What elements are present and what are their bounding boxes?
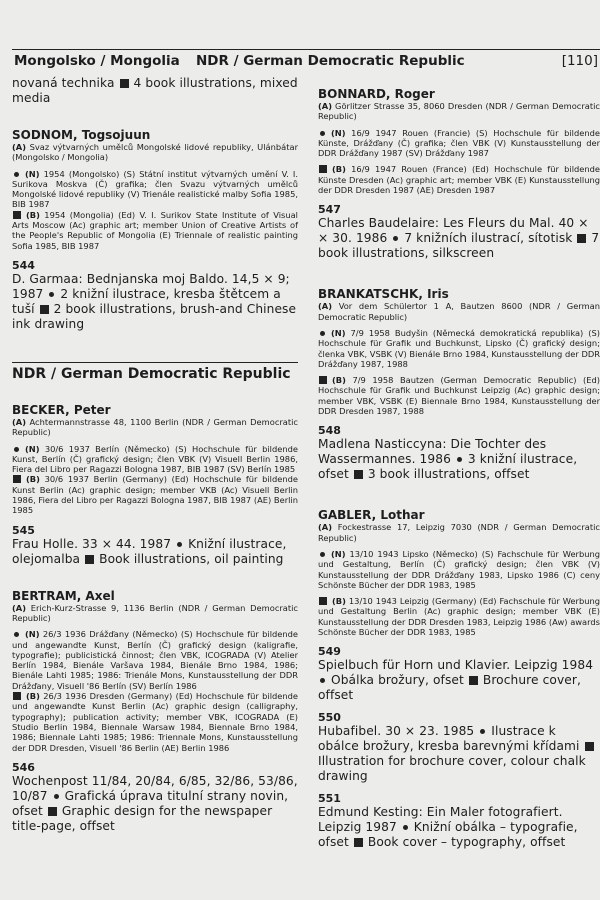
entry-text-cz: novaná technika	[12, 76, 115, 90]
bullet-icon	[480, 729, 485, 734]
bullet-icon	[177, 542, 182, 547]
square-marker-icon	[319, 597, 327, 605]
bullet-icon	[14, 632, 19, 637]
entry-text-cz: 7 knižních ilustrací, sítotisk	[404, 231, 573, 246]
entry-description	[318, 805, 600, 850]
address-text: Erich-Kurz-Strasse 9, 1136 Berlin (NDR / German Democratic Republic)	[12, 602, 298, 623]
entry-number: 546	[12, 760, 35, 774]
entry-description	[12, 272, 298, 332]
bio-text: 30/6 1937 Berlín (Německo) (S) Hochschule für bildende Kunst, Berlín (Č) grafický design; člen VBK (V) Visuell Berlin 1986, Fiera del Libro per Ragazzi Bologna 1987, BIB 1987 (SV) Berlín 1985	[12, 443, 298, 475]
section-heading: NDR / German Democratic Republic	[12, 362, 298, 383]
entry-description	[12, 774, 298, 834]
bio-text: 13/10 1943 Leipzig (Germany) (Ed) Fachschule für Werbung und Gestaltung Berlin (Ac) graphic design; member VBK (E) Kunstausstellung der DDR Dresden 1983, Leipzig 1986 (Aw) awards Schönste Bücher der DDR 1983, 1985	[318, 596, 600, 638]
bullet-icon	[14, 447, 19, 452]
bio-text: 30/6 1937 Berlin (Germany) (Ed) Hochschule für bildende Kunst Berlin (Ac) graphic design; member VKB (Ac) Visuell Berlin 1986, Fiera del Libro per Ragazzi Bologna 1987, BIB 1987 (AE) Berlin 1985	[12, 474, 298, 516]
artist-address: (A) Vor dem Schülertor 1 A, Bautzen 8600 (NDR / German Democratic Republic)	[318, 301, 600, 322]
entry-text-en: 4 book illustrations, mixed media	[12, 76, 298, 105]
square-marker-icon	[354, 838, 363, 847]
entry-text-cz: Obálka brožury, ofset	[331, 673, 464, 688]
bio-text: 16/9 1947 Rouen (France) (Ed) Hochschule für bildende Künste Dresden (Ac) graphic art; member VBK (E) Kunstausstellung der DDR Dresden 1987 (AE) Dresden 1987	[318, 164, 600, 196]
entry-description	[318, 724, 600, 784]
entry-number: 551	[318, 792, 341, 806]
bullet-icon	[457, 457, 462, 462]
bio-english: (B) 30/6 1937 Berlin (Germany) (Ed) Hochschule für bildende Kunst Berlin (Ac) graphic design; member VKB (Ac) Visuell Berlin 1986, Fiera del Libro per Ragazzi Bologna 1987, BIB 1987 (AE) Berlin 1985	[12, 474, 298, 516]
square-marker-icon	[13, 692, 21, 700]
bio-english: (B) 1954 (Mongolia) (Ed) V. I. Surikov State Institute of Visual Arts Moscow (Ac) graphic art; member Union of Creative Artists of the People's Republic of Mongolia (E) Triennale of realistic painting Sofia 1985, BIB 1987	[12, 209, 298, 251]
entry-number: 544	[12, 258, 35, 272]
artist-name: BONNARD, Roger	[318, 87, 435, 101]
entry-title: Spielbuch für Horn und Klavier. Leipzig 1984	[318, 658, 594, 673]
bio-english: (B) 16/9 1947 Rouen (France) (Ed) Hochschule für bildende Künste Dresden (Ac) graphic art; member VBK (E) Kunstausstellung der DDR Dresden 1987 (AE) Dresden 1987	[318, 164, 600, 196]
square-marker-icon	[577, 234, 586, 243]
header-middle-country: NDR / German Democratic Republic	[196, 53, 465, 69]
running-header	[12, 49, 600, 74]
entry-number: 550	[318, 711, 341, 725]
entry-text-cz: 3 knižní ilustrace, ofset	[318, 452, 578, 482]
bio-czech: (N) 7/9 1958 Budyšin (Německá demokratická republika) (S) Hochschule für Grafik und Buchkunst, Lipsko (Č) grafický design; členka VBK, VSBK (V) Bienále Brno 1984, Kunstausstellung der DDR Drážďany 1987, 1988	[318, 327, 600, 369]
bio-text: 1954 (Mongolsko) (S) Státní institut výtvarných umění V. I. Surikova Moskva (Č) grafika; člen Svazu výtvarných umělců Mongolské lidové republiky (V) Trienále realistické malby Sofia 1985, BIB 1987	[12, 168, 299, 210]
header-left-country: Mongolsko / Mongolia	[14, 53, 180, 69]
bio-english: (B) 26/3 1936 Dresden (Germany) (Ed) Hochschule für bildende und angewandte Kunst Berlin (Ac) graphic design (calligraphy, typography); publication activity; member VBK, ICOGRADA (E) Studio Berlin 1984, Biennale Warsaw 1984, Biennale Brno 1984, 1986; Biennale Lahti 1985; 1986: Triennale Mons, Kunstausstellung der DDR Dresden, Visuell '86 Berlin (AE) Berlin 1986	[12, 691, 299, 753]
artist-brankatschk	[318, 287, 600, 482]
entry-title: Frau Holle. 33 × 44. 1987	[12, 536, 172, 551]
address-text: Fockestrasse 17, Leipzig 7030 (NDR / German Democratic Republic)	[318, 522, 600, 543]
artist-name: GABLER, Lothar	[318, 508, 425, 523]
artist-sodnom	[12, 128, 298, 332]
bullet-icon	[320, 678, 325, 683]
bio-text: 7/9 1958 Budyšin (Německá demokratická republika) (S) Hochschule für Grafik und Buchkunst, Lipsko (Č) grafický design; členka VBK, VSBK (V) Bienále Brno 1984, Kunstausstellung der DDR Drážďany 1987, 1988	[318, 327, 600, 369]
address-text: Vor dem Schülertor 1 A, Bautzen 8600 (NDR / German Democratic Republic)	[318, 301, 600, 322]
entry-description	[318, 216, 600, 261]
square-marker-icon	[85, 555, 94, 564]
entry-number: 548	[318, 424, 341, 438]
artist-name: BERTRAM, Axel	[12, 588, 115, 603]
entry-number: 547	[318, 203, 341, 217]
artist-address: (A) Fockestrasse 17, Leipzig 7030 (NDR / German Democratic Republic)	[318, 522, 600, 543]
artist-name: BECKER, Peter	[12, 402, 111, 417]
artist-becker	[12, 403, 298, 567]
square-marker-icon	[48, 807, 57, 816]
artist-bertram	[12, 589, 298, 834]
square-marker-icon	[13, 211, 21, 219]
left-column	[12, 76, 298, 834]
bio-czech: (N) 13/10 1943 Lipsko (Německo) (S) Fachschule für Werbung und Gestaltung, Berlín (Č) grafický design; člen VBK (V) Kunstausstellung der DDR Drážďany 1983, Lipsko 1986 (C) ceny Schönste Bücher der DDR 1983, 1985	[318, 548, 600, 590]
entry-title: Edmund Kesting: Ein Maler fotografiert. Leipzig 1987	[318, 805, 563, 835]
entry-text-en: Illustration for brochure cover, colour chalk drawing	[318, 754, 586, 784]
entry-title: Madlena Nasticcyna: Die Tochter des Wassermannes. 1986	[318, 437, 547, 467]
entry-number: 545	[12, 523, 35, 537]
square-marker-icon	[469, 676, 478, 685]
entry-text-cz: Knižní obálka – typografie, ofset	[318, 820, 578, 850]
entry-text-en: 3 book illustrations, offset	[367, 467, 530, 482]
square-marker-icon	[354, 470, 363, 479]
bio-english: (B) 13/10 1943 Leipzig (Germany) (Ed) Fachschule für Werbung und Gestaltung Berlin (Ac) graphic design; member VBK (E) Kunstausstellung der DDR Dresden 1983, Leipzig 1986 (Aw) awards Schönste Bücher der DDR 1983, 1985	[318, 596, 600, 638]
entry-text-cz: Ilustrace k obálce brožury, kresba barevnými křídami	[318, 724, 580, 754]
entry-text-cz: Grafická úprava titulní strany novin, ofset	[12, 788, 289, 818]
bio-text: 16/9 1947 Rouen (Francie) (S) Hochschule für bildende Künste, Drážďany (Č) grafika; člen VBK (V) Kunstausstellung der DDR Drážďany 1987 (SV) Drážďany 1987	[318, 127, 600, 159]
entry-text-en: Book illustrations, oil painting	[99, 551, 284, 566]
bio-czech: (N) 30/6 1937 Berlín (Německo) (S) Hochschule für bildende Kunst, Berlín (Č) grafický design; člen VBK (V) Visuell Berlin 1986, Fiera del Libro per Ragazzi Bologna 1987, BIB 1987 (SV) Berlín 1985	[12, 443, 298, 475]
entry-title: Hubafibel. 30 × 23. 1985	[318, 724, 475, 739]
address-text: Svaz výtvarných umělců Mongolské lidové republiky, Ulánbátar (Mongolsko / Mongolia)	[12, 142, 298, 163]
square-marker-icon	[585, 742, 594, 751]
bio-text: 1954 (Mongolia) (Ed) V. I. Surikov State Institute of Visual Arts Moscow (Ac) graphic art; member Union of Creative Artists of the People's Republic of Mongolia (E) Triennale of realistic painting Sofia 1985, BIB 1987	[12, 209, 298, 251]
bullet-icon	[14, 172, 19, 177]
entry-text-en: Brochure cover, offset	[318, 673, 581, 703]
bio-text: 7/9 1958 Bautzen (German Democratic Republic) (Ed) Hochschule für Grafik und Buchkunst Leipzig (Ac) graphic design; member VBK, VSBK (E) Biennale Brno 1984, Kunstausstellung der DDR Dresden 1987, 1988	[318, 375, 600, 417]
artist-name: BRANKATSCHK, Iris	[318, 287, 449, 302]
entry-title: D. Garmaa: Bednjanska moj Baldo. 14,5 × 9; 1987	[12, 271, 290, 301]
entry-text-en: 2 book illustrations, brush-and Chinese ink drawing	[12, 301, 297, 331]
bullet-icon	[393, 236, 398, 241]
bio-text: 26/3 1936 Dresden (Germany) (Ed) Hochschule für bildende und angewandte Kunst Berlin (Ac) graphic design (calligraphy, typography); publication activity; member VBK, ICOGRADA (E) Studio Berlin 1984, Biennale Warsaw 1984, Biennale Brno 1984, 1986; Biennale Lahti 1985; 1986: Triennale Mons, Kunstausstellung der DDR Dresden, Visuell '86 Berlin (AE) Berlin 1986	[12, 691, 299, 753]
bullet-icon	[49, 292, 54, 297]
continued-entry	[12, 76, 298, 106]
bio-text: 13/10 1943 Lipsko (Německo) (S) Fachschule für Werbung und Gestaltung, Berlín (Č) grafický design; člen VBK (V) Kunstausstellung der DDR Drážďany 1983, Lipsko 1986 (C) ceny Schönste Bücher der DDR 1983, 1985	[318, 548, 600, 590]
square-marker-icon	[120, 79, 129, 88]
entry-text-en: Book cover – typography, offset	[367, 835, 566, 850]
bullet-icon	[320, 331, 325, 336]
entry-number: 549	[318, 645, 341, 659]
entry-description	[12, 537, 298, 567]
artist-name: SODNOM, Togsojuun	[12, 128, 151, 142]
artist-address: (A) Achtermannstrasse 48, 1100 Berlin (NDR / German Democratic Republic)	[12, 416, 298, 438]
entry-text-en: Graphic design for the newspaper title-page, offset	[12, 803, 273, 833]
address-text: Achtermannstrasse 48, 1100 Berlin (NDR / German Democratic Republic)	[12, 416, 298, 438]
entry-title: Charles Baudelaire: Les Fleurs du Mal. 40 × × 30. 1986	[318, 216, 589, 246]
artist-bonnard	[318, 87, 600, 261]
bio-czech: (N) 26/3 1936 Drážďany (Německo) (S) Hochschule für bildende und angewandte Kunst, Berlín (Č) grafický design (kaligrafie, typografie); publicistická činnost; člen VBK, ICOGRADA (V) Atelier Berlín 1984, Bienále Varšava 1984, Bienále Brno 1984, 1986; Bienále Lahti 1985; 1986: Trienále Mons, Kunstausstellung der DDR Drážďany, Visuell '86 Berlín (SV) Berlín 1986	[12, 629, 298, 691]
square-marker-icon	[40, 305, 49, 314]
bio-english: (B) 7/9 1958 Bautzen (German Democratic Republic) (Ed) Hochschule für Grafik und Buchkunst Leipzig (Ac) graphic design; member VBK, VSBK (E) Biennale Brno 1984, Kunstausstellung der DDR Dresden 1987, 1988	[318, 375, 600, 417]
artist-address: (A) Görlitzer Strasse 35, 8060 Dresden (NDR / German Democratic Republic)	[318, 101, 600, 122]
bullet-icon	[320, 131, 325, 136]
entry-description	[318, 658, 600, 703]
bullet-icon	[54, 794, 59, 799]
square-marker-icon	[319, 376, 327, 384]
address-text: Görlitzer Strasse 35, 8060 Dresden (NDR / German Democratic Republic)	[318, 101, 600, 122]
entry-description	[318, 437, 600, 482]
square-marker-icon	[319, 165, 327, 173]
artist-address: (A) Erich-Kurz-Strasse 9, 1136 Berlin (NDR / German Democratic Republic)	[12, 602, 298, 623]
square-marker-icon	[13, 475, 21, 483]
right-column	[318, 76, 600, 850]
bio-czech: (N) 16/9 1947 Rouen (Francie) (S) Hochschule für bildende Künste, Drážďany (Č) grafika; člen VBK (V) Kunstausstellung der DDR Drážďany 1987 (SV) Drážďany 1987	[318, 127, 600, 159]
entry-text-cz: Knižní ilustrace, olejomalba	[12, 536, 287, 566]
artist-gabler	[318, 508, 600, 850]
entry-text-cz: 2 knižní ilustrace, kresba štětcem a tuší	[12, 286, 281, 316]
bullet-icon	[320, 552, 325, 557]
bullet-icon	[403, 825, 408, 830]
bio-text: 26/3 1936 Drážďany (Německo) (S) Hochschule für bildende und angewandte Kunst, Berlín (Č) grafický design (kaligrafie, typografie); publicistická činnost; člen VBK, ICOGRADA (V) Atelier Berlín 1984, Bienále Varšava 1984, Bienále Brno 1984, 1986; Bienále Lahti 1985; 1986: Trienále Mons, Kunstausstellung der DDR Drážďany, Visuell '86 Berlín (SV) Berlín 1986	[12, 629, 298, 691]
entry-text-en: 7 book illustrations, silkscreen	[318, 231, 600, 261]
page-number: [110]	[561, 53, 598, 69]
bio-czech: (N) 1954 (Mongolsko) (S) Státní institut výtvarných umění V. I. Surikova Moskva (Č) grafika; člen Svazu výtvarných umělců Mongolské lidové republiky (V) Trienále realistické malby Sofia 1985, BIB 1987	[12, 168, 299, 210]
entry-title: Wochenpost 11/84, 20/84, 6/85, 32/86, 53/86, 10/87	[12, 773, 298, 803]
artist-address: (A) Svaz výtvarných umělců Mongolské lidové republiky, Ulánbátar (Mongolsko / Mongolia)	[12, 142, 298, 163]
